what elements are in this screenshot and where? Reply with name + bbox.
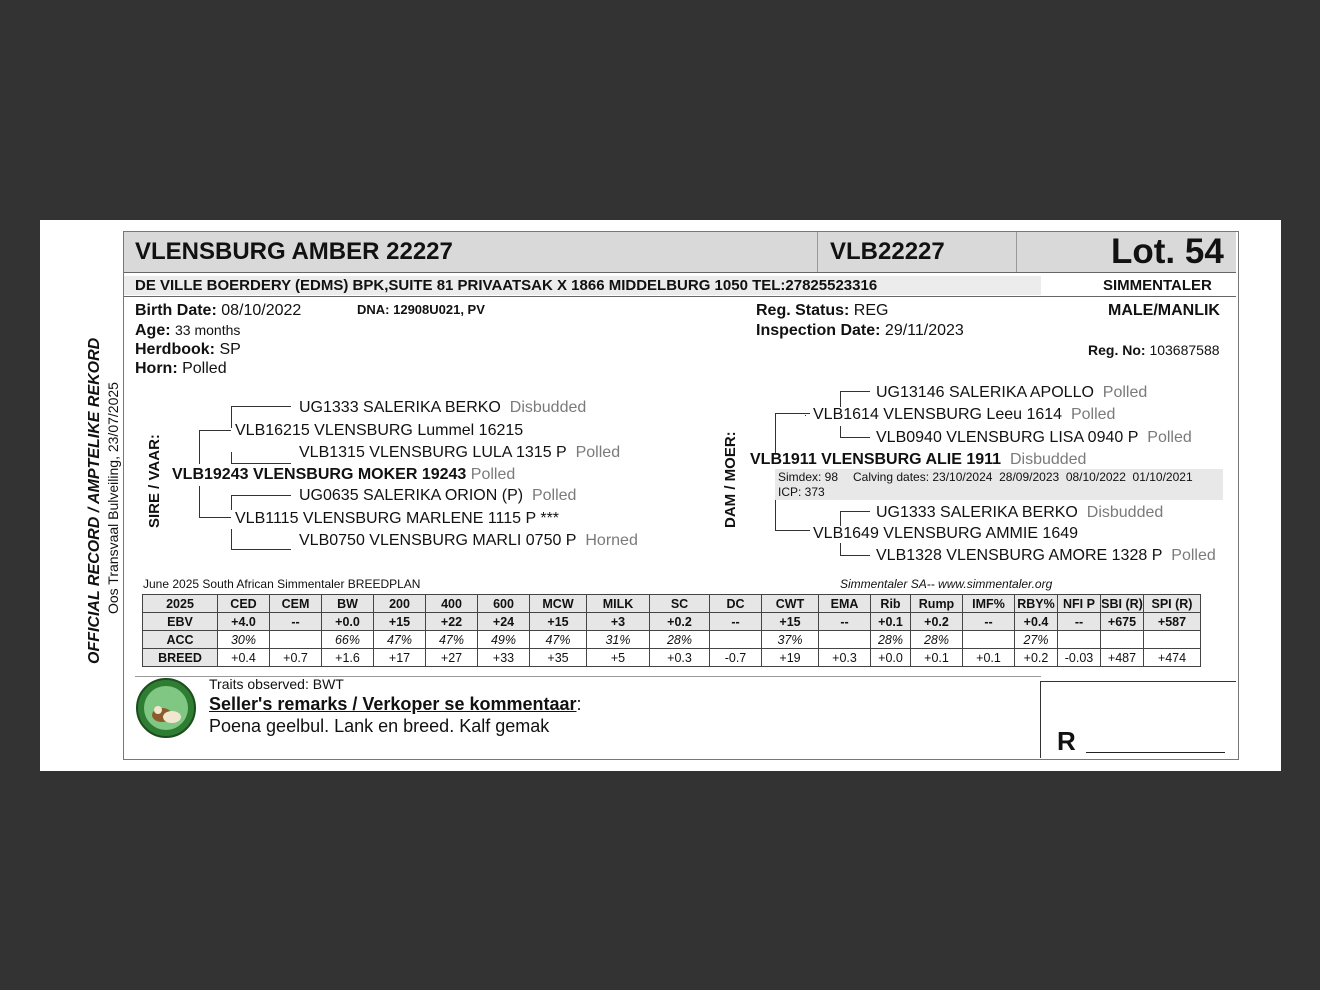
ebv-cell: -0.7 bbox=[710, 649, 762, 667]
lot-number: Lot. 54 bbox=[1111, 232, 1224, 271]
dam-label: DAM / MOER: bbox=[722, 431, 739, 528]
ebv-cell: +0.7 bbox=[270, 649, 322, 667]
ebv-cell: +587 bbox=[1144, 613, 1201, 631]
sire-sire: VLB16215 VLENSBURG Lummel 16215 bbox=[235, 422, 524, 439]
dna-info: DNA: 12908U021, PV bbox=[357, 302, 485, 317]
ebv-values-row bbox=[143, 613, 1201, 631]
ebv-cell: +22 bbox=[426, 613, 478, 631]
owner-address: DE VILLE BOERDERY (EDMS) BPK,SUITE 81 PRIVAATSAK X 1866 MIDDELBURG 1050 TEL:27825523316 bbox=[135, 277, 878, 294]
ebv-cell: +0.4 bbox=[218, 649, 270, 667]
ebv-cell: -0.03 bbox=[1058, 649, 1101, 667]
ebv-cell: -- bbox=[963, 613, 1015, 631]
ebv-cell: +15 bbox=[530, 613, 587, 631]
ebv-cell: +5 bbox=[587, 649, 650, 667]
age: Age: 33 months bbox=[135, 322, 241, 339]
ebv-cell: 37% bbox=[762, 631, 819, 649]
dam-sire-sire: UG13146 SALERIKA APOLLO Polled bbox=[876, 384, 1148, 401]
ebv-cell bbox=[963, 631, 1015, 649]
sire-sire-sire: UG1333 SALERIKA BERKO Disbudded bbox=[299, 399, 587, 416]
ebv-cell: +15 bbox=[762, 613, 819, 631]
reg-number: Reg. No: 103687588 bbox=[1088, 342, 1220, 358]
ebv-cell: +4.0 bbox=[218, 613, 270, 631]
ebv-cell: 30% bbox=[218, 631, 270, 649]
sire-sire-dam: VLB1315 VLENSBURG LULA 1315 P Polled bbox=[299, 444, 621, 461]
ebv-cell: 47% bbox=[426, 631, 478, 649]
ebv-cell: DC bbox=[710, 595, 762, 613]
ebv-cell: +487 bbox=[1101, 649, 1144, 667]
dam-calving-dates: Calving dates: 23/10/2024 28/09/2023 08/10/2022 01/10/2021 bbox=[853, 470, 1193, 484]
ebv-cell: -- bbox=[270, 613, 322, 631]
ebv-cell: +474 bbox=[1144, 649, 1201, 667]
ebv-cell: 200 bbox=[374, 595, 426, 613]
ebv-cell: NFI P bbox=[1058, 595, 1101, 613]
ebv-cell: RBY% bbox=[1015, 595, 1058, 613]
inspection-date: Inspection Date: 29/11/2023 bbox=[756, 322, 964, 339]
ebv-cell: +15 bbox=[374, 613, 426, 631]
ebv-table bbox=[142, 594, 1201, 667]
ebv-cell: BREED bbox=[143, 649, 218, 667]
ebv-cell: CWT bbox=[762, 595, 819, 613]
ebv-cell: 66% bbox=[322, 631, 374, 649]
dam-dam-sire: UG1333 SALERIKA BERKO Disbudded bbox=[876, 504, 1164, 521]
ebv-cell: 47% bbox=[530, 631, 587, 649]
ebv-cell bbox=[710, 631, 762, 649]
ebv-cell: +0.2 bbox=[1015, 649, 1058, 667]
ebv-cell: +33 bbox=[478, 649, 530, 667]
sire-main: VLB19243 VLENSBURG MOKER 19243 Polled bbox=[172, 466, 516, 483]
animal-id: VLB22227 bbox=[830, 238, 945, 265]
ebv-cell: +24 bbox=[478, 613, 530, 631]
traits-observed: Traits observed: BWT bbox=[209, 676, 344, 692]
ebv-cell: SBI (R) bbox=[1101, 596, 1143, 611]
ebv-cell: +1.6 bbox=[322, 649, 374, 667]
horn-status: Horn: Polled bbox=[135, 360, 227, 377]
ebv-cell: EMA bbox=[819, 595, 871, 613]
sire-dam-sire: UG0635 SALERIKA ORION (P) Polled bbox=[299, 487, 577, 504]
ebv-cell: +0.0 bbox=[871, 649, 911, 667]
ebv-cell: 28% bbox=[911, 631, 963, 649]
ebv-breed-average-row bbox=[143, 649, 1201, 667]
ebv-cell bbox=[1144, 631, 1201, 649]
ebv-cell: +3 bbox=[587, 613, 650, 631]
ebv-cell: ACC bbox=[143, 631, 218, 649]
seller-remarks-heading: Seller's remarks / Verkoper se kommentaar: bbox=[209, 694, 582, 714]
ebv-cell: CED bbox=[218, 595, 270, 613]
sex: MALE/MANLIK bbox=[1108, 302, 1220, 319]
ebv-cell: 27% bbox=[1015, 631, 1058, 649]
ebv-cell: CEM bbox=[270, 595, 322, 613]
ebv-cell: +0.1 bbox=[871, 613, 911, 631]
ebv-cell: +0.3 bbox=[650, 649, 710, 667]
seller-remarks-text: Poena geelbul. Lank en breed. Kalf gemak bbox=[209, 716, 550, 736]
ebv-cell: EBV bbox=[143, 613, 218, 631]
ebv-cell: +0.0 bbox=[322, 613, 374, 631]
dam-icp: ICP: 373 bbox=[778, 485, 825, 499]
ebv-cell bbox=[1058, 631, 1101, 649]
ebv-cell: +0.4 bbox=[1015, 613, 1058, 631]
ebv-accuracy-row bbox=[143, 631, 1201, 649]
dam-dam: VLB1649 VLENSBURG AMMIE 1649 bbox=[813, 525, 1079, 542]
dam-sire-dam: VLB0940 VLENSBURG LISA 0940 P Polled bbox=[876, 429, 1192, 446]
breedplan-source: Simmentaler SA-- www.simmentaler.org bbox=[840, 577, 1053, 591]
ebv-header-row bbox=[143, 595, 1201, 613]
ebv-cell: Rump bbox=[911, 595, 963, 613]
price-label: R bbox=[1057, 726, 1076, 756]
ebv-cell: 600 bbox=[478, 595, 530, 613]
auction-label: Oos Transvaal Bulveiling, 23/07/2025 bbox=[105, 382, 121, 614]
ebv-cell: +19 bbox=[762, 649, 819, 667]
ebv-cell: 28% bbox=[871, 631, 911, 649]
dam-main: VLB1911 VLENSBURG ALIE 1911 Disbudded bbox=[750, 451, 1087, 468]
breedplan-caption: June 2025 South African Simmentaler BREEDPLAN bbox=[143, 577, 421, 591]
ebv-cell: SC bbox=[650, 595, 710, 613]
ebv-cell: SPI (R) bbox=[1144, 595, 1201, 613]
ebv-cell: 31% bbox=[587, 631, 650, 649]
ebv-cell: +35 bbox=[530, 649, 587, 667]
ebv-cell: +0.1 bbox=[911, 649, 963, 667]
ebv-cell: 28% bbox=[650, 631, 710, 649]
ebv-cell: +17 bbox=[374, 649, 426, 667]
birth-date: Birth Date: 08/10/2022 bbox=[135, 302, 302, 319]
reg-status: Reg. Status: REG bbox=[756, 302, 889, 319]
ebv-cell: 47% bbox=[374, 631, 426, 649]
dam-sire: VLB1614 VLENSBURG Leeu 1614 Polled bbox=[813, 406, 1116, 423]
dam-simdex: Simdex: 98 bbox=[778, 470, 839, 484]
sire-dam: VLB1115 VLENSBURG MARLENE 1115 P *** bbox=[235, 510, 560, 527]
ebv-cell: +0.2 bbox=[650, 613, 710, 631]
ebv-cell: MILK bbox=[587, 595, 650, 613]
ebv-cell: BW bbox=[322, 595, 374, 613]
ebv-cell: +27 bbox=[426, 649, 478, 667]
official-record-label: OFFICIAL RECORD / AMPTELIKE REKORD bbox=[86, 337, 103, 664]
ebv-cell: -- bbox=[819, 613, 871, 631]
ebv-cell: -- bbox=[1058, 613, 1101, 631]
dam-dam-dam: VLB1328 VLENSBURG AMORE 1328 P Polled bbox=[876, 547, 1216, 564]
ebv-cell: +675 bbox=[1101, 613, 1144, 631]
ebv-cell bbox=[1101, 631, 1144, 649]
sire-dam-dam: VLB0750 VLENSBURG MARLI 0750 P Horned bbox=[299, 532, 638, 549]
society-logo bbox=[134, 677, 198, 739]
ebv-cell: 49% bbox=[478, 631, 530, 649]
sire-label: SIRE / VAAR: bbox=[146, 434, 163, 528]
ebv-cell: 400 bbox=[426, 595, 478, 613]
ebv-cell: +0.1 bbox=[963, 649, 1015, 667]
ebv-cell bbox=[270, 631, 322, 649]
ebv-cell: MCW bbox=[530, 595, 587, 613]
ebv-cell: +0.3 bbox=[819, 649, 871, 667]
breed-name: SIMMENTALER bbox=[1103, 277, 1212, 294]
ebv-cell: +0.2 bbox=[911, 613, 963, 631]
ebv-cell: 2025 bbox=[143, 595, 218, 613]
herdbook: Herdbook: SP bbox=[135, 341, 241, 358]
ebv-cell: IMF% bbox=[963, 595, 1015, 613]
ebv-cell bbox=[819, 631, 871, 649]
animal-name: VLENSBURG AMBER 22227 bbox=[135, 238, 453, 265]
ebv-cell: -- bbox=[710, 613, 762, 631]
ebv-cell: Rib bbox=[871, 595, 911, 613]
